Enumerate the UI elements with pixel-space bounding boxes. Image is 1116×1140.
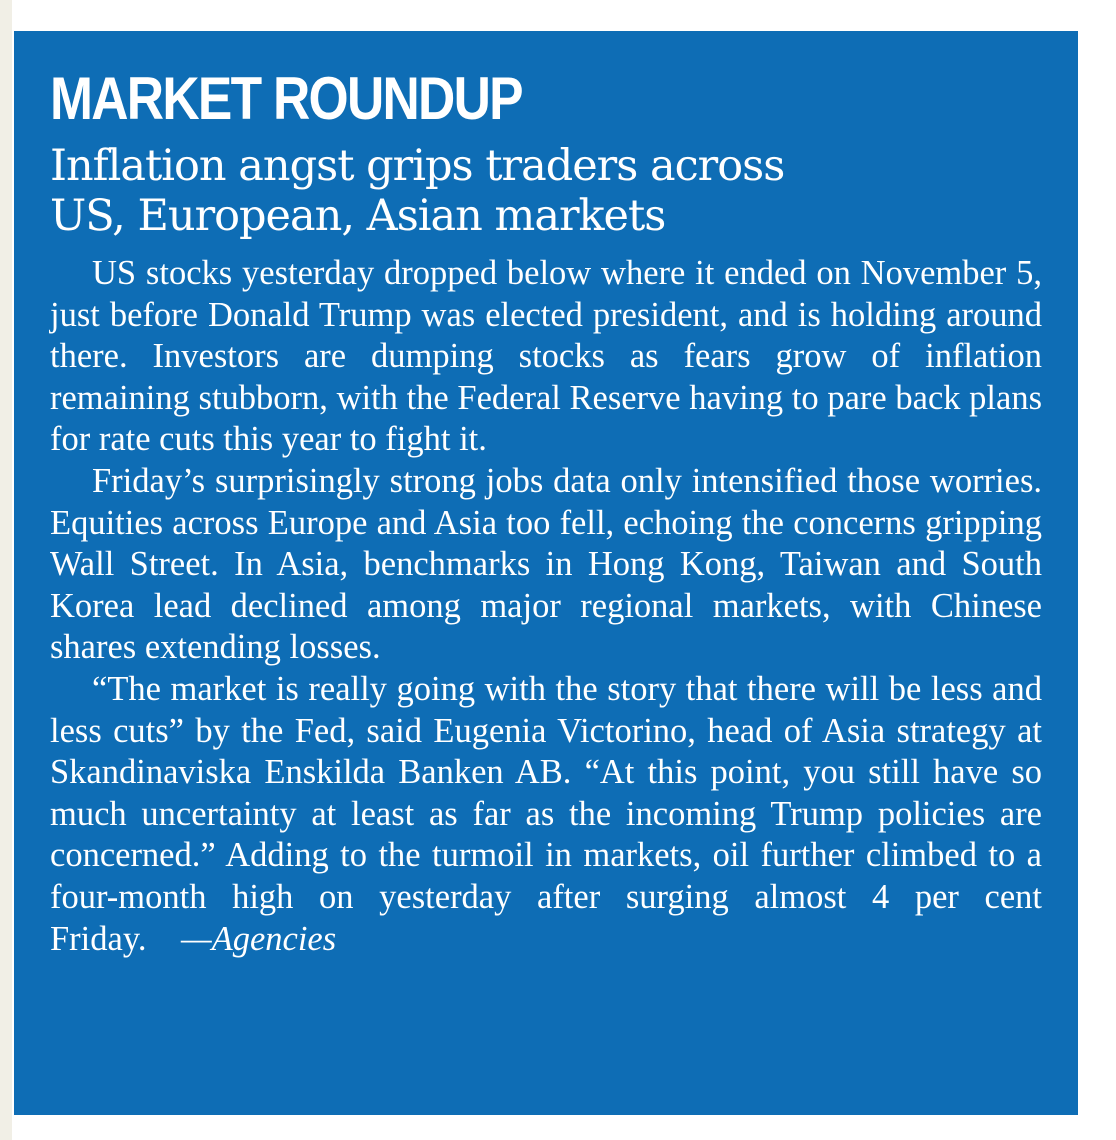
article-body <box>50 253 1042 960</box>
paragraph-3-text: “The market is really going with the story that there will be less and less cuts” by the Fed, said Eugenia Victorino, head of Asia strategy at Skandinaviska Enskilda Banken AB. “At this point, you still have so much uncertainty at least as far as the incoming Trump policies are concerned.” Adding to the turmoil in markets, oil further climbed to a four-month high on yesterday after surging almost 4 per cent Friday. <box>50 669 1042 958</box>
section-kicker: MARKET ROUNDUP <box>50 65 522 132</box>
page-edge-strip <box>0 0 12 1140</box>
agency-credit: —Agencies <box>180 919 337 958</box>
paragraph-2: Friday’s surprisingly strong jobs data only intensified those worries. Equities across Europe and Asia too fell, echoing the concerns gripping Wall Street. In Asia, benchmarks in Hong Kong, Taiwan and South Korea lead declined among major regional markets, with Chinese shares extending losses. <box>50 461 1042 667</box>
article-headline <box>50 141 1042 241</box>
paragraph-3 <box>50 669 1042 960</box>
headline-line-2: US, European, Asian markets <box>50 191 666 241</box>
headline-line-1: Inflation angst grips traders across <box>50 141 785 191</box>
market-roundup-box <box>14 31 1078 1115</box>
paragraph-1: US stocks yesterday dropped below where it ended on November 5, just before Donald Trump was elected president, and is holding around there. Investors are dumping stocks as fears grow of inflation remaining stubborn, with the Federal Reserve having to pare back plans for rate cuts this year to fight it. <box>50 254 1042 459</box>
